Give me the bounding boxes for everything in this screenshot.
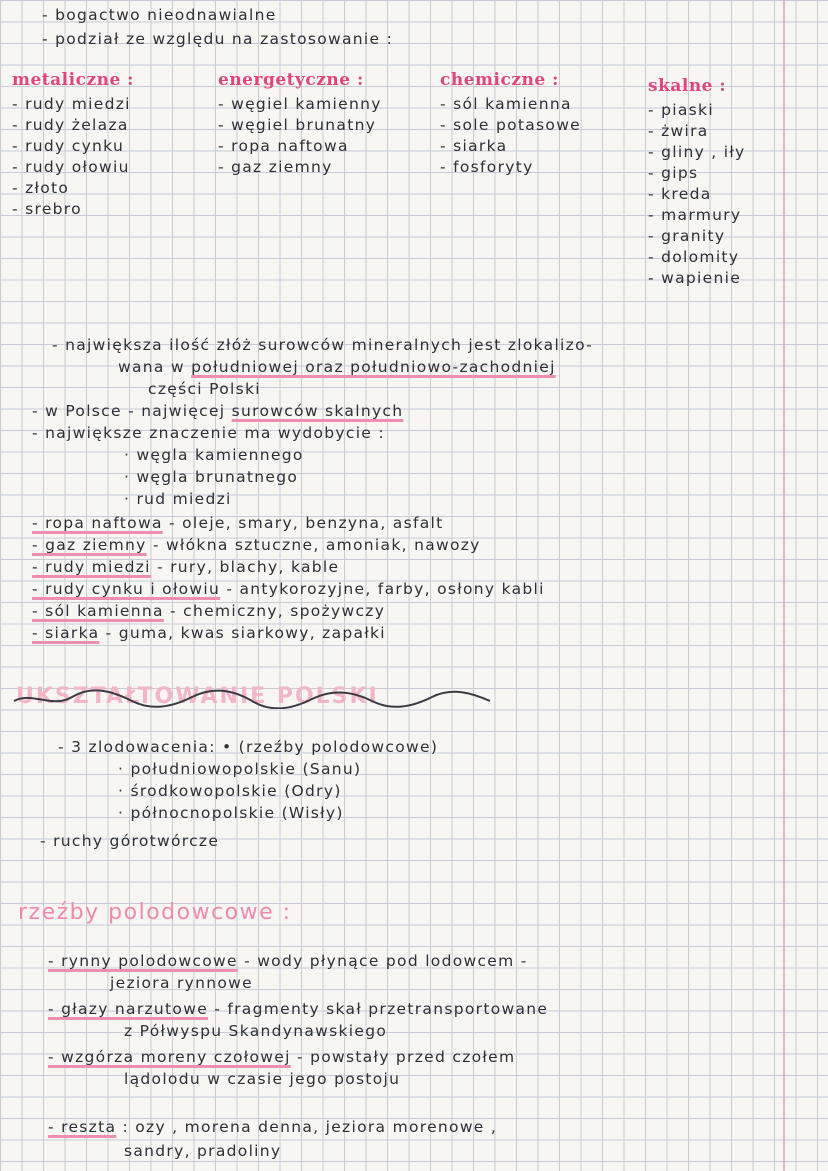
use-line — [32, 536, 481, 554]
fact-text: - w Polsce - najwięcej — [32, 402, 232, 420]
glacial-line — [48, 1000, 548, 1018]
intro-line-1: - bogactwo nieodnawialne — [42, 6, 277, 24]
glacial-desc: - powstały przed czołem — [290, 1048, 516, 1066]
category-item: - żwira — [648, 122, 709, 140]
category-item: - rudy ołowiu — [12, 158, 130, 176]
category-item: - gliny , iły — [648, 143, 746, 161]
use-name: - gaz ziemny — [32, 536, 147, 554]
glacial-line: z Półwyspu Skandynawskiego — [124, 1022, 388, 1040]
use-name: - ropa naftowa — [32, 514, 163, 532]
use-name: - rudy miedzi — [32, 558, 151, 576]
fact-underlined: południowej oraz południowo-zachodniej — [191, 358, 556, 376]
glaciation-item: · północnopolskie (Wisły) — [118, 804, 344, 822]
category-item: - sole potasowe — [440, 116, 582, 134]
glaciation-item: · środkowopolskie (Odry) — [118, 782, 342, 800]
glacial-desc: - wody płynące pod lodowcem - — [237, 952, 528, 970]
category-item: - rudy żelaza — [12, 116, 129, 134]
glaciation-intro: - 3 zlodowacenia: • (rzeźby polodowcowe) — [58, 738, 439, 756]
fact-sub-line: · rud miedzi — [124, 490, 232, 508]
category-item: - wapienie — [648, 269, 742, 287]
category-item: - kreda — [648, 185, 712, 203]
category-item: - rudy miedzi — [12, 95, 131, 113]
category-item: - węgiel kamienny — [218, 95, 382, 113]
use-desc: - oleje, smary, benzyna, asfalt — [162, 514, 444, 532]
glacial-line: sandry, pradoliny — [124, 1142, 282, 1160]
category-item: - siarka — [440, 137, 508, 155]
category-item: - gips — [648, 164, 699, 182]
intro-line-2: - podział ze względu na zastosowanie : — [42, 30, 394, 48]
fact-line: - największa ilość złóż surowców mineralnych jest zlokalizo- — [52, 336, 594, 354]
use-desc: - guma, kwas siarkowy, zapałki — [99, 624, 386, 642]
use-line — [32, 580, 545, 598]
use-desc: - antykorozyjne, farby, osłony kabli — [220, 580, 545, 598]
use-name: - sól kamienna — [32, 602, 164, 620]
category-heading: energetyczne : — [218, 70, 364, 90]
use-desc: - rury, blachy, kable — [150, 558, 340, 576]
tectonic-line: - ruchy górotwórcze — [40, 832, 220, 850]
glacial-term: - reszta — [48, 1118, 117, 1136]
glacial-line — [48, 1118, 497, 1136]
category-item: - srebro — [12, 200, 82, 218]
section-title: rzeźby polodowcowe : — [18, 900, 292, 925]
use-desc: - chemiczny, spożywczy — [163, 602, 386, 620]
notebook-margin-line — [783, 0, 785, 1171]
fact-text: wana w — [118, 358, 192, 376]
category-item: - piaski — [648, 101, 714, 119]
category-item: - marmury — [648, 206, 742, 224]
glacial-desc: : ozy , morena denna, jeziora morenowe , — [116, 1118, 498, 1136]
glacial-line: lądolodu w czasie jego postoju — [124, 1070, 401, 1088]
use-line — [32, 514, 444, 532]
glacial-line — [48, 1048, 515, 1066]
glacial-line: jeziora rynnowe — [110, 974, 253, 992]
use-line — [32, 558, 339, 576]
fact-line — [118, 358, 556, 376]
category-item: - ropa naftowa — [218, 137, 349, 155]
fact-sub-line: · węgla kamiennego — [124, 446, 304, 464]
glacial-term: - głazy narzutowe — [48, 1000, 209, 1018]
category-heading: metaliczne : — [12, 70, 134, 90]
glaciation-item: · południowopolskie (Sanu) — [118, 760, 362, 778]
category-chemical — [440, 70, 581, 178]
category-heading: chemiczne : — [440, 70, 559, 90]
category-item: - sól kamienna — [440, 95, 572, 113]
use-desc: - włókna sztuczne, amoniak, nawozy — [146, 536, 481, 554]
fact-line — [32, 402, 403, 420]
glacial-line — [48, 952, 528, 970]
category-item: - granity — [648, 227, 726, 245]
category-item: - fosforyty — [440, 158, 534, 176]
category-item: - złoto — [12, 179, 70, 197]
category-heading: skalne : — [648, 76, 727, 96]
glacial-desc: - fragmenty skał przetransportowane — [208, 1000, 549, 1018]
use-name: - siarka — [32, 624, 100, 642]
fact-line: części Polski — [148, 380, 261, 398]
glacial-term: - rynny polodowcowe — [48, 952, 238, 970]
use-line — [32, 602, 385, 620]
use-name: - rudy cynku i ołowiu — [32, 580, 221, 598]
category-energy — [218, 70, 382, 178]
use-line — [32, 624, 386, 642]
category-rock — [648, 76, 746, 289]
category-item: - rudy cynku — [12, 137, 125, 155]
fact-sub-line: · węgla brunatnego — [124, 468, 299, 486]
fact-underlined: surowców skalnych — [231, 402, 404, 420]
category-item: - dolomity — [648, 248, 740, 266]
section-title-faded: UKSZTAŁTOWANIE POLSKI — [16, 684, 379, 709]
category-metallic — [12, 70, 134, 220]
fact-line: - największe znaczenie ma wydobycie : — [32, 424, 385, 442]
glacial-term: - wzgórza moreny czołowej — [48, 1048, 291, 1066]
category-item: - węgiel brunatny — [218, 116, 377, 134]
category-item: - gaz ziemny — [218, 158, 333, 176]
